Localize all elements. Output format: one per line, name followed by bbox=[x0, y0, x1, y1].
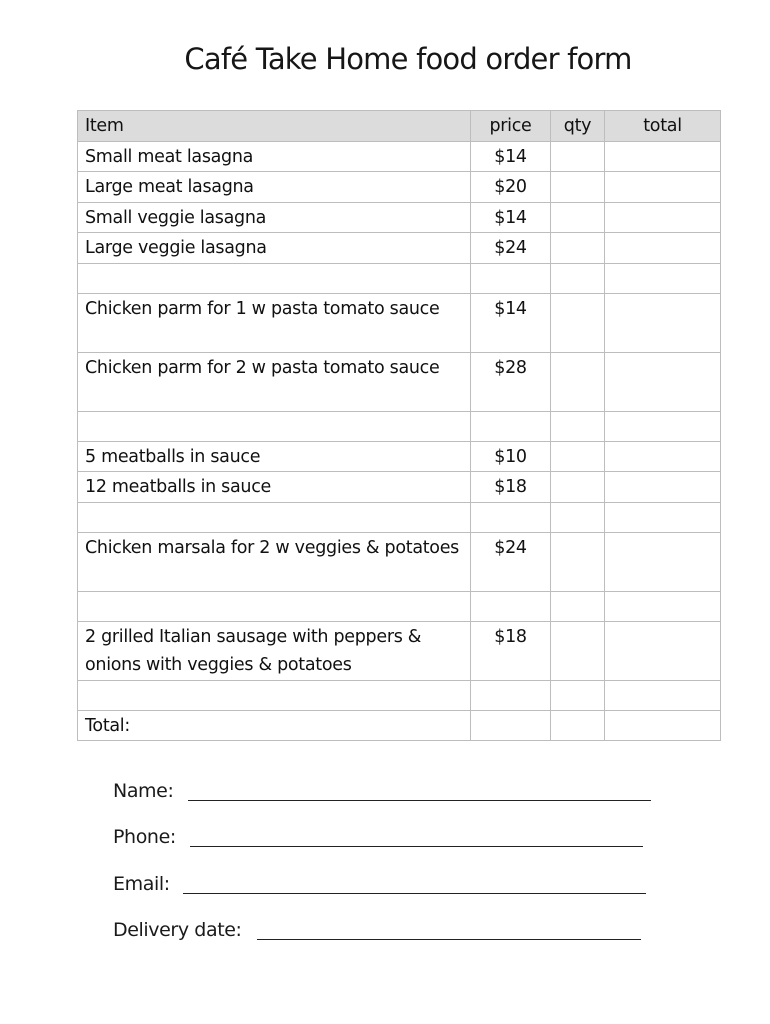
item-cell: Large meat lasagna bbox=[78, 172, 471, 203]
table-row-spacer bbox=[78, 502, 721, 532]
table-row-spacer bbox=[78, 411, 721, 441]
total-cell[interactable] bbox=[605, 591, 721, 621]
order-table bbox=[77, 110, 721, 741]
table-row bbox=[78, 532, 721, 591]
header-qty: qty bbox=[551, 111, 605, 142]
price-cell bbox=[471, 411, 551, 441]
total-cell[interactable] bbox=[605, 680, 721, 710]
qty-cell[interactable] bbox=[551, 293, 605, 352]
header-item: Item bbox=[78, 111, 471, 142]
total-qty-cell[interactable] bbox=[551, 710, 605, 741]
item-cell: Chicken parm for 1 w pasta tomato sauce bbox=[78, 293, 471, 352]
table-row-spacer bbox=[78, 680, 721, 710]
table-row-spacer bbox=[78, 591, 721, 621]
qty-cell[interactable] bbox=[551, 172, 605, 203]
price-cell bbox=[471, 680, 551, 710]
email-input-line[interactable] bbox=[183, 893, 646, 894]
price-cell bbox=[471, 263, 551, 293]
qty-cell[interactable] bbox=[551, 532, 605, 591]
name-input-line[interactable] bbox=[188, 800, 651, 801]
total-row bbox=[78, 710, 721, 741]
price-cell bbox=[471, 502, 551, 532]
total-cell[interactable] bbox=[605, 411, 721, 441]
item-cell bbox=[78, 680, 471, 710]
qty-cell[interactable] bbox=[551, 263, 605, 293]
table-row bbox=[78, 441, 721, 472]
item-cell bbox=[78, 591, 471, 621]
item-cell: Chicken parm for 2 w pasta tomato sauce bbox=[78, 352, 471, 411]
price-cell bbox=[471, 591, 551, 621]
item-cell bbox=[78, 502, 471, 532]
qty-cell[interactable] bbox=[551, 202, 605, 233]
table-row bbox=[78, 352, 721, 411]
total-price-cell bbox=[471, 710, 551, 741]
total-cell[interactable] bbox=[605, 263, 721, 293]
total-cell[interactable] bbox=[605, 202, 721, 233]
total-cell[interactable] bbox=[605, 233, 721, 264]
price-cell: $18 bbox=[471, 472, 551, 503]
total-cell[interactable] bbox=[605, 472, 721, 503]
table-row bbox=[78, 472, 721, 503]
item-cell: 12 meatballs in sauce bbox=[78, 472, 471, 503]
grand-total-cell[interactable] bbox=[605, 710, 721, 741]
item-cell: 2 grilled Italian sausage with peppers & onions with veggies & potatoes bbox=[78, 621, 471, 680]
table-row bbox=[78, 202, 721, 233]
qty-cell[interactable] bbox=[551, 441, 605, 472]
price-cell: $24 bbox=[471, 532, 551, 591]
qty-cell[interactable] bbox=[551, 621, 605, 680]
price-cell: $14 bbox=[471, 141, 551, 172]
item-cell: Large veggie lasagna bbox=[78, 233, 471, 264]
price-cell: $10 bbox=[471, 441, 551, 472]
header-total: total bbox=[605, 111, 721, 142]
table-row-spacer bbox=[78, 263, 721, 293]
item-cell bbox=[78, 411, 471, 441]
total-cell[interactable] bbox=[605, 293, 721, 352]
total-cell[interactable] bbox=[605, 532, 721, 591]
total-cell[interactable] bbox=[605, 441, 721, 472]
qty-cell[interactable] bbox=[551, 502, 605, 532]
delivery-date-input-line[interactable] bbox=[257, 939, 641, 940]
total-cell[interactable] bbox=[605, 141, 721, 172]
price-cell: $14 bbox=[471, 202, 551, 233]
table-row bbox=[78, 621, 721, 680]
table-row bbox=[78, 141, 721, 172]
qty-cell[interactable] bbox=[551, 411, 605, 441]
item-cell: Chicken marsala for 2 w veggies & potatoes bbox=[78, 532, 471, 591]
total-cell[interactable] bbox=[605, 172, 721, 203]
qty-cell[interactable] bbox=[551, 472, 605, 503]
total-cell[interactable] bbox=[605, 621, 721, 680]
qty-cell[interactable] bbox=[551, 233, 605, 264]
phone-label: Phone: bbox=[113, 826, 176, 848]
qty-cell[interactable] bbox=[551, 591, 605, 621]
email-label: Email: bbox=[113, 873, 170, 895]
item-cell: Small veggie lasagna bbox=[78, 202, 471, 233]
header-price: price bbox=[471, 111, 551, 142]
price-cell: $24 bbox=[471, 233, 551, 264]
table-row bbox=[78, 172, 721, 203]
qty-cell[interactable] bbox=[551, 352, 605, 411]
price-cell: $28 bbox=[471, 352, 551, 411]
total-cell[interactable] bbox=[605, 352, 721, 411]
table-header-row bbox=[78, 111, 721, 142]
total-label: Total: bbox=[78, 710, 471, 741]
table-row bbox=[78, 293, 721, 352]
item-cell bbox=[78, 263, 471, 293]
item-cell: 5 meatballs in sauce bbox=[78, 441, 471, 472]
price-cell: $20 bbox=[471, 172, 551, 203]
qty-cell[interactable] bbox=[551, 680, 605, 710]
price-cell: $14 bbox=[471, 293, 551, 352]
qty-cell[interactable] bbox=[551, 141, 605, 172]
table-row bbox=[78, 233, 721, 264]
page-title: Café Take Home food order form bbox=[184, 42, 632, 76]
phone-input-line[interactable] bbox=[190, 846, 643, 847]
delivery-date-label: Delivery date: bbox=[113, 919, 242, 941]
name-label: Name: bbox=[113, 780, 174, 802]
price-cell: $18 bbox=[471, 621, 551, 680]
item-cell: Small meat lasagna bbox=[78, 141, 471, 172]
total-cell[interactable] bbox=[605, 502, 721, 532]
